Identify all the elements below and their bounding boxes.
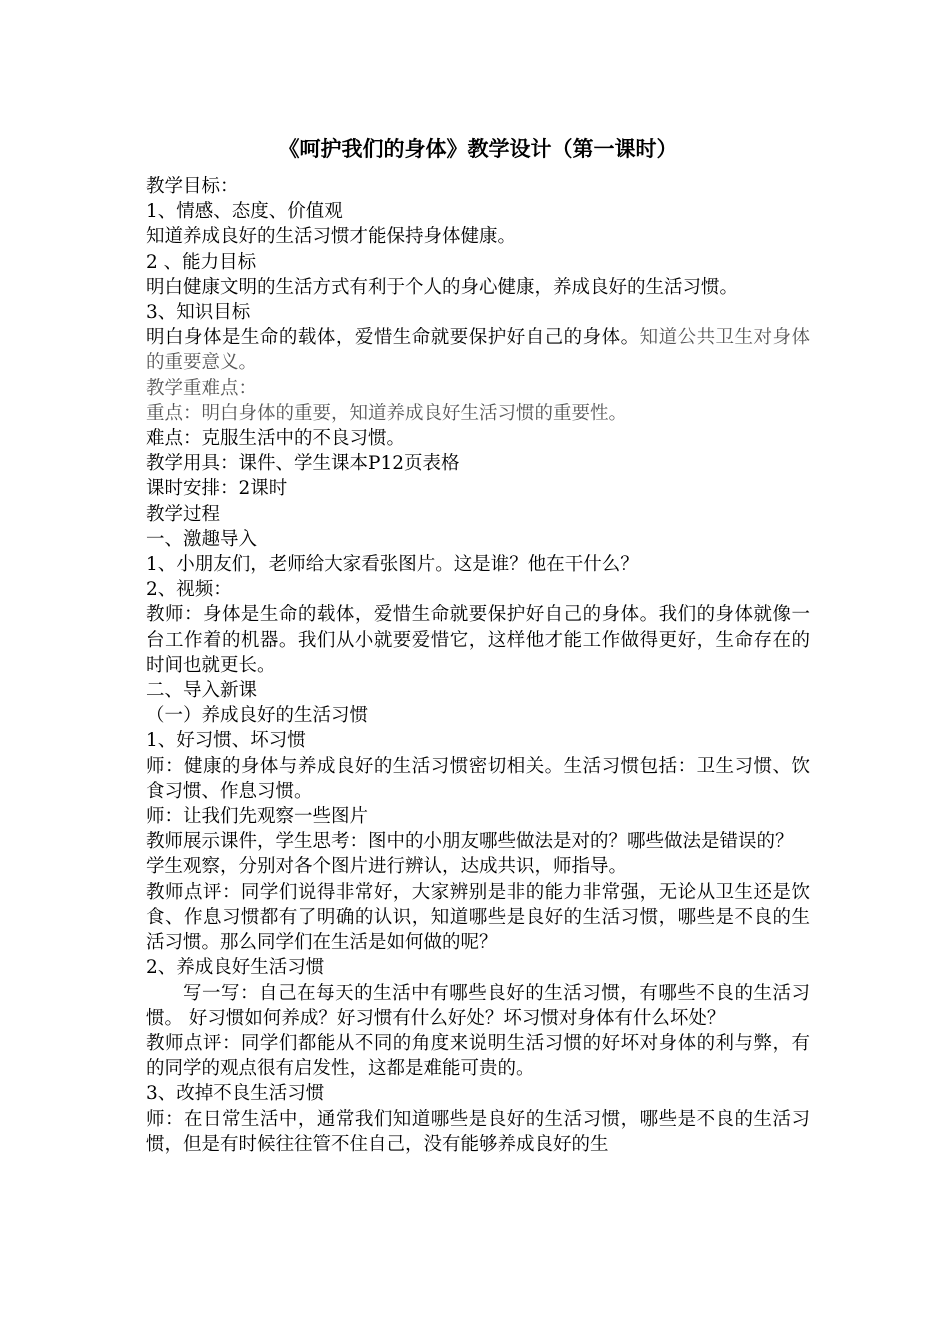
- paragraph: [146, 804, 810, 829]
- paragraph-text: 写一写：自己在每天的生活中有哪些良好的生活习惯，有哪些不良的生活习惯。 好习惯如何养成？好习惯有什么好处？坏习惯对身体有什么坏处？: [146, 982, 810, 1029]
- paragraph-text: 3、知识目标: [146, 302, 251, 324]
- paragraph-text: 课时安排：2课时: [146, 478, 288, 500]
- paragraph: [146, 1031, 810, 1081]
- paragraph-text: 教师点评：同学们说得非常好，大家辨别是非的能力非常强，无论从卫生还是饮食、作息习惯都有了明确的认识，知道哪些是良好的生活习惯，哪些是不良的生活习惯。那么同学们在生活是如何做的呢？: [146, 881, 810, 954]
- paragraph: [146, 199, 810, 224]
- paragraph: [146, 275, 810, 300]
- paragraph-text: 二、导入新课: [146, 680, 258, 702]
- paragraph: [146, 703, 810, 728]
- paragraph-text: 1、好习惯、坏习惯: [146, 730, 306, 752]
- paragraph-text: 2、视频：: [146, 579, 232, 601]
- paragraph-text: 1、情感、态度、价值观: [146, 201, 343, 223]
- paragraph: [146, 224, 810, 249]
- paragraph: [146, 880, 810, 956]
- paragraph-text: 知道养成良好的生活习惯才能保持身体健康。: [146, 226, 517, 248]
- paragraph-text: 教学用具：课件、学生课本P12页表格: [146, 453, 460, 475]
- paragraph-text: 一、激趣导入: [146, 528, 258, 550]
- paragraph: [146, 174, 810, 199]
- paragraph-text: 师：在日常生活中，通常我们知道哪些是良好的生活习惯，哪些是不良的生活习惯，但是有时候往往管不住自己，没有能够养成良好的生: [146, 1108, 810, 1155]
- paragraph: [146, 678, 810, 703]
- paragraph-text: 师：健康的身体与养成良好的生活习惯密切相关。生活习惯包括：卫生习惯、饮食习惯、作息习惯。: [146, 755, 810, 802]
- paragraph: [146, 728, 810, 753]
- paragraph: [146, 981, 810, 1031]
- paragraph: [146, 325, 810, 375]
- paragraph: [146, 476, 810, 501]
- paragraph-text-secondary: 知道公共卫生对身体的重要意义。: [146, 327, 810, 374]
- paragraph: [146, 300, 810, 325]
- paragraph: [146, 1107, 810, 1157]
- document-title: 《呵护我们的身体》教学设计（第一课时）: [278, 137, 678, 161]
- paragraph-text: 教学过程: [146, 503, 221, 525]
- paragraph-text: 明白身体是生命的载体，爱惜生命就要保护好自己的身体。: [146, 327, 640, 349]
- paragraph-text: 2 、能力目标: [146, 251, 257, 273]
- paragraph: [146, 401, 810, 426]
- paragraph-text: 教师：身体是生命的载体，爱惜生命就要保护好自己的身体。我们的身体就像一台工作着的机器。我们从小就要爱惜它，这样他才能工作做得更好，生命存在的时间也就更长。: [146, 604, 810, 676]
- paragraph-text: 教学重难点：: [146, 377, 258, 399]
- paragraph: [146, 527, 810, 552]
- paragraph: [146, 552, 810, 577]
- paragraph-text: 2、养成良好生活习惯: [146, 957, 325, 979]
- paragraph: [146, 854, 810, 879]
- paragraph: [146, 502, 810, 527]
- paragraph: [146, 376, 810, 401]
- paragraph-text: 重点：明白身体的重要，知道养成良好生活习惯的重要性。: [146, 402, 628, 424]
- paragraph-text: 难点：克服生活中的不良习惯。: [146, 428, 406, 450]
- paragraph-text: 1、小朋友们，老师给大家看张图片。这是谁？他在干什么？: [146, 554, 639, 576]
- paragraph: [146, 1081, 810, 1106]
- paragraph: [146, 250, 810, 275]
- paragraph-text: 学生观察，分别对各个图片进行辨认，达成共识，师指导。: [146, 856, 628, 878]
- paragraph-text: 明白健康文明的生活方式有利于个人的身心健康，养成良好的生活习惯。: [146, 276, 739, 298]
- paragraph: [146, 955, 810, 980]
- paragraph-text: （一）养成良好的生活习惯: [146, 705, 369, 727]
- paragraph: [146, 451, 810, 476]
- paragraph-text: 3、改掉不良生活习惯: [146, 1083, 325, 1105]
- paragraph: [146, 577, 810, 602]
- paragraph: [146, 602, 810, 678]
- paragraph-text: 教师点评：同学们都能从不同的角度来说明生活习惯的好坏对身体的利与弊，有的同学的观点很有启发性，这都是难能可贵的。: [146, 1032, 810, 1080]
- paragraph: [146, 754, 810, 804]
- paragraph-text: 教学目标：: [146, 176, 239, 197]
- document-body: [146, 174, 810, 1157]
- paragraph-text: 教师展示课件，学生思考：图中的小朋友哪些做法是对的？哪些做法是错误的？: [146, 831, 794, 853]
- paragraph: [146, 829, 810, 854]
- paragraph: [146, 426, 810, 451]
- paragraph-text: 师：让我们先观察一些图片: [146, 806, 369, 828]
